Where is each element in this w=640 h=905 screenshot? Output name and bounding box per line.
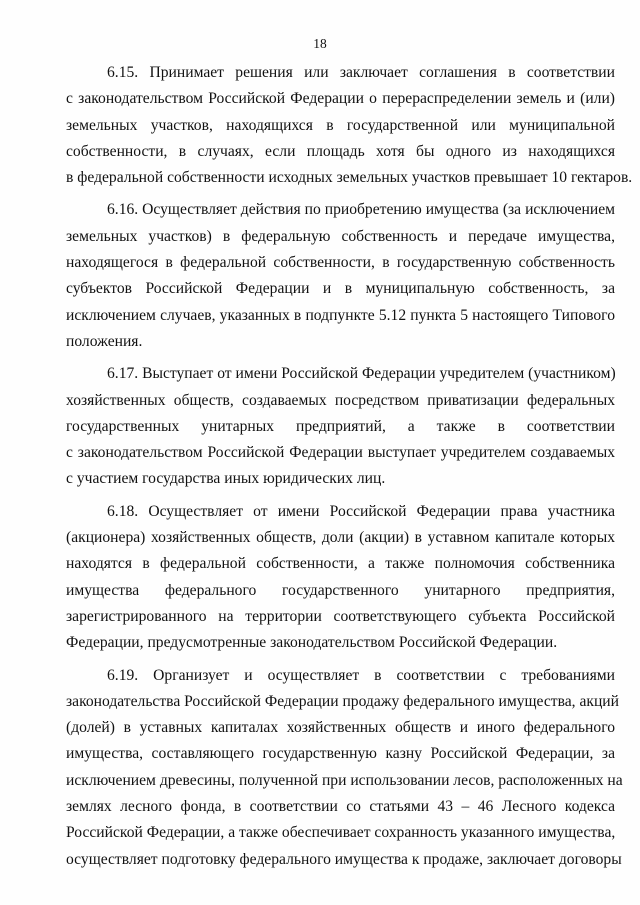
paragraph-6-19 — [66, 663, 623, 873]
text-line: собственности, в случаях, если площадь хотя бы одного из находящихся — [66, 142, 615, 160]
text-line: 6.15. Принимает решения или заключает соглашения в соответствии — [107, 64, 615, 81]
text-line: исключением древесины, полученной при использовании лесов, расположенных на — [66, 771, 623, 789]
text-line: имущества федерального государственного унитарного предприятия, — [66, 581, 615, 599]
text-line: 6.18. Осуществляет от имени Российской Федерации права участника — [107, 502, 615, 520]
text-line: законодательства Российской Федерации продажу федерального имущества, акций — [66, 692, 619, 710]
text-line: (акционера) хозяйственных обществ, доли (акции) в уставном капитале которых — [66, 529, 615, 547]
paragraph-6-18 — [66, 499, 615, 657]
text-line: субъектов Российской Федерации и в муниципальную собственность, за — [66, 280, 615, 298]
text-line: имущества, составляющего государственную казну Российской Федерации, за — [66, 745, 615, 763]
text-line: 6.17. Выступает от имени Российской Федерации учредителем (участником) — [107, 365, 616, 383]
paragraph-6-17 — [66, 361, 615, 492]
text-line: 6.19. Организует и осуществляет в соответствии с требованиями — [107, 666, 615, 684]
paragraph-6-16 — [66, 197, 615, 355]
text-line: землях лесного фонда, в соответствии со статьями 43 – 46 Лесного кодекса — [66, 798, 615, 816]
text-line: находящегося в федеральной собственности, в государственную собственность — [66, 254, 615, 272]
text-line: с законодательством Российской Федерации о перераспределении земель и (или) — [66, 90, 615, 108]
text-line: с законодательством Российской Федерации выступает учредителем создаваемых — [66, 444, 615, 462]
text-line: находятся в федеральной собственности, а также полномочия собственника — [66, 555, 615, 573]
paragraph-6-15 — [66, 60, 633, 191]
text-line: 6.16. Осуществляет действия по приобретению имущества (за исключением — [107, 201, 615, 219]
text-line: положения. — [66, 332, 143, 350]
text-line: осуществляет подготовку федерального имущества к продаже, заключает договоры — [66, 850, 622, 868]
text-line: Российской Федерации, а также обеспечивает сохранность указанного имущества, — [66, 824, 616, 842]
text-line: Федерации, предусмотренные законодательством Российской Федерации. — [66, 634, 558, 652]
text-line: (долей) в уставных капиталах хозяйственных обществ и иного федерального — [66, 719, 615, 737]
text-line: исключением случаев, указанных в подпункте 5.12 пункта 5 настоящего Типового — [66, 306, 615, 324]
text-line: зарегистрированного на территории соответствующего субъекта Российской — [66, 607, 615, 625]
text-line: земельных участков) в федеральную собственность и передаче имущества, — [66, 227, 615, 245]
page-number: 18 — [313, 36, 327, 51]
text-line: с участием государства иных юридических лиц. — [66, 470, 386, 488]
text-line: земельных участков, находящихся в государственной или муниципальной — [66, 116, 615, 134]
text-line: государственных унитарных предприятий, а также в соответствии — [66, 417, 615, 435]
text-line: в федеральной собственности исходных земельных участков превышает 10 гектаров. — [66, 169, 633, 187]
document-body — [66, 60, 633, 879]
text-line: хозяйственных обществ, создаваемых посредством приватизации федеральных — [66, 391, 615, 409]
